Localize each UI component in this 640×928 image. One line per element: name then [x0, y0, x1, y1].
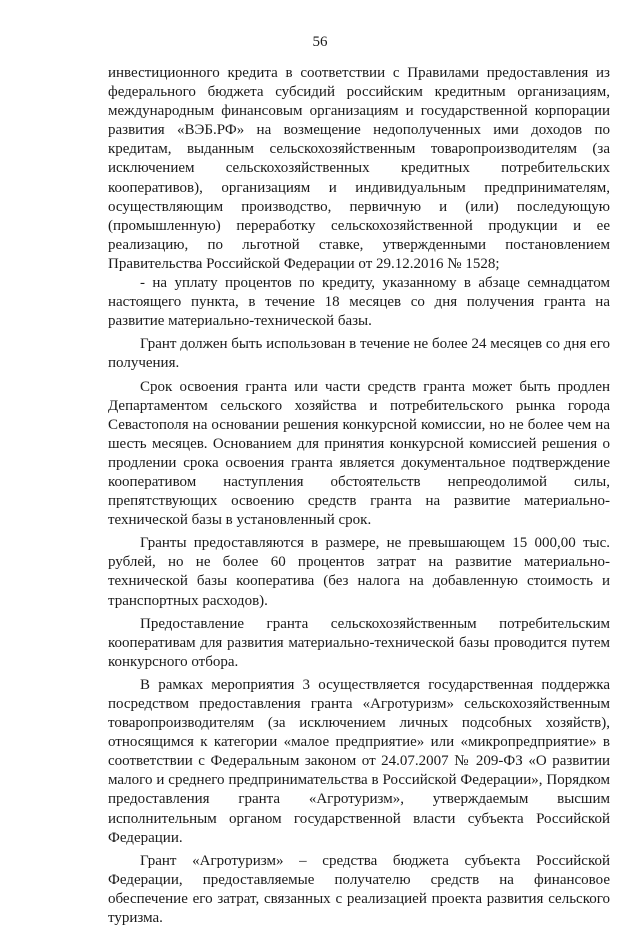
document-body: [108, 64, 610, 928]
paragraph-grant-extension: Срок освоения гранта или части средств гранта может быть продлен Департаментом сельского хозяйства и потребительского рынка города Севастополя на основании решения конкурсной комиссии, но не более чем на шесть месяцев. Основанием для принятия конкурсной комиссией решения о продлении срока освоения гранта является документальное подтверждение кооперативом наступления обстоятельств непреодолимой силы, препятствующих освоению средств гранта на развитие материально- технической базы в установленный срок.: [108, 378, 610, 529]
paragraph-investment-credit: инвестиционного кредита в соответствии с Правилами предоставления из федерального бюджета субсидий российским кредитным организациям, международным финансовым организациям и государственной корпорации развития «ВЭБ.РФ» на возмещение недополученных ими доходов по кредитам, выданным сельскохозяйственным товаропроизводителям (за исключением сельскохозяйственных кредитных потребительских кооперативов), организациям и индивидуальным предпринимателям, осуществляющим производство, первичную и (или) последующую (промышленную) переработку сельскохозяйственной продукции и ее реализацию, по льготной ставке, утвержденными постановлением Правительства Российской Федерации от 29.12.2016 № 1528;: [108, 65, 610, 272]
paragraph-competitive-selection: Предоставление гранта сельскохозяйственным потребительским кооперативам для развития материально-технической базы проводится путем конкурсного отбора.: [108, 615, 610, 670]
paragraph-agrotourism-support: В рамках мероприятия 3 осуществляется государственная поддержка посредством предоставления гранта «Агротуризм» сельскохозяйственным товаропроизводителям (за исключением личных подсобных хозяйств), относящимся к категории «малое предприятие» или «микропредприятие» в соответствии с Федеральным законом от 24.07.2007 № 209-ФЗ «О развитии малого и среднего предпринимательства в Российской Федерации», Порядком предоставления гранта «Агротуризм», утверждаемым высшим исполнительным органом государственной власти субъекта Российской Федерации.: [108, 676, 610, 846]
page-number: 56: [312, 34, 328, 50]
paragraph-interest-payment: - на уплату процентов по кредиту, указанному в абзаце семнадцатом настоящего пункта, в течение 18 месяцев со дня получения гранта на развитие материально-технической базы.: [108, 275, 610, 330]
paragraph-agrotourism-definition: Грант «Агротуризм» – средства бюджета субъекта Российской Федерации, предоставляемые получателю средств на финансовое обеспечение его затрат, связанных с реализацией проекта развития сельского туризма.: [108, 852, 610, 927]
paragraph-grant-usage-period: Грант должен быть использован в течение не более 24 месяцев со дня его получения.: [108, 336, 610, 372]
paragraph-grant-amount: Гранты предоставляются в размере, не превышающем 15 000,00 тыс. рублей, но не более 60 процентов затрат на развитие материально-технической базы кооператива (без налога на добавленную стоимость и транспортных расходов).: [108, 535, 610, 609]
